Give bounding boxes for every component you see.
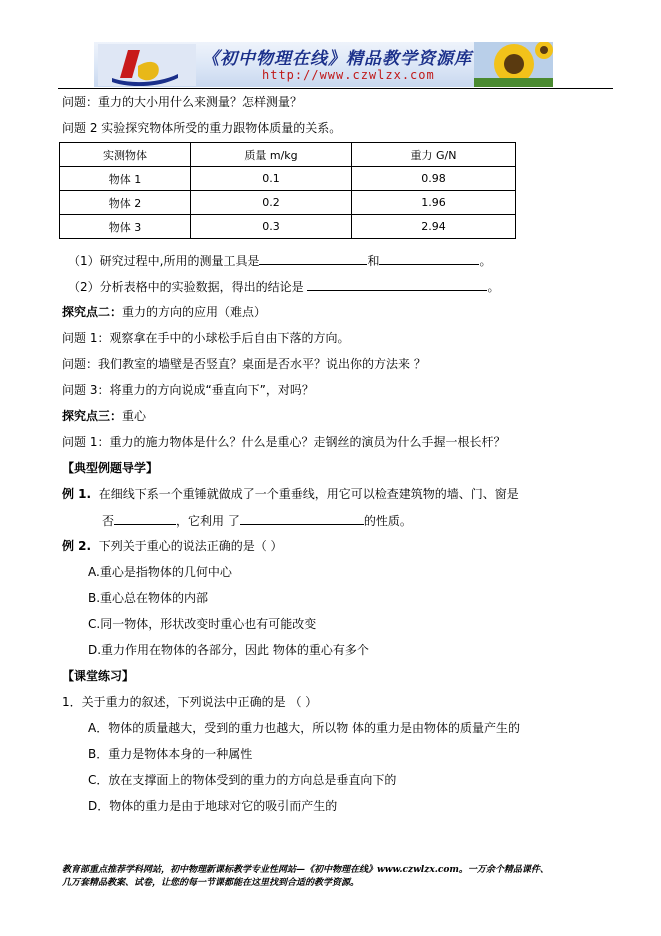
table-row xyxy=(60,167,516,191)
practice-1-option-c: C．放在支撑面上的物体受到的重力的方向总是垂直向下的 xyxy=(88,773,397,787)
banner-title: 《初中物理在线》精品教学资源库 xyxy=(202,49,472,69)
table-cell: 0.3 xyxy=(191,215,352,239)
practice-1: 1．关于重力的叙述，下列说法中正确的是 （ ） xyxy=(62,695,318,709)
table-cell: 1.96 xyxy=(352,191,516,215)
subquestion-1 xyxy=(68,252,491,269)
example-2-option-d: D.重力作用在物体的各部分，因此 物体的重心有多个 xyxy=(88,643,369,657)
table-cell: 0.98 xyxy=(352,167,516,191)
practice-1-option-b: B．重力是物体本身的一种属性 xyxy=(88,747,253,761)
footer-line-1: 教育部重点推荐学科网站，初中物理新课标教学专业性网站—《初中物理在线》www.czwlzx.com。一万余个精品课件、 xyxy=(62,865,549,875)
example-1-uses: ，它利用 了 xyxy=(176,514,240,528)
table-header: 质量 m/kg xyxy=(191,143,352,167)
point-2-question-2: 问题：我们教室的墙壁是否竖直？桌面是否水平？说出你的方法来 ？ xyxy=(62,357,426,371)
section-point-2 xyxy=(62,304,266,320)
logo-icon xyxy=(98,44,196,86)
section-point-2-label: 探究点二： xyxy=(62,305,123,319)
example-1-property: 的性质。 xyxy=(363,514,412,528)
section-point-3 xyxy=(62,408,146,424)
table-row xyxy=(60,191,516,215)
example-2-label: 例 2. xyxy=(62,539,92,553)
section-examples-heading: 【典型例题导学】 xyxy=(62,461,159,475)
subquestion-1-text: （1）研究过程中,所用的测量工具是 xyxy=(68,254,260,268)
table-header: 重力 G/N xyxy=(352,143,516,167)
sunflower-icon xyxy=(474,42,553,87)
practice-1-option-d: D．物体的重力是由于地球对它的吸引而产生的 xyxy=(88,799,338,813)
point-2-question-1: 问题 1：观察拿在手中的小球松手后自由下落的方向。 xyxy=(62,331,350,345)
point-3-question-1: 问题 1：重力的施力物体是什么？什么是重心？走钢丝的演员为什么手握一根长杆？ xyxy=(62,435,506,449)
table-cell: 物体 1 xyxy=(60,167,191,191)
example-1-fou: 否 xyxy=(102,514,115,528)
practice-1-option-a: A．物体的质量越大，受到的重力也越大，所以物 体的重力是由物体的质量产生的 xyxy=(88,721,521,735)
table-header: 实测物体 xyxy=(60,143,191,167)
example-2-option-c: C.同一物体，形状改变时重心也有可能改变 xyxy=(88,617,317,631)
subquestion-2 xyxy=(68,278,499,295)
example-1-label: 例 1. xyxy=(62,487,92,501)
banner-url[interactable]: http://www.czwlzx.com xyxy=(262,68,435,82)
example-2-option-a: A.重心是指物体的几何中心 xyxy=(88,565,232,579)
table-cell: 物体 2 xyxy=(60,191,191,215)
blank-conclusion[interactable] xyxy=(307,278,487,291)
table-header-row xyxy=(60,143,516,167)
example-2 xyxy=(62,538,283,554)
blank-tool-2[interactable] xyxy=(379,252,479,265)
example-1-text: 在细线下系一个重锤就做成了一个重垂线，用它可以检查建筑物的墙、门、窗是 xyxy=(98,487,519,501)
question-measure: 问题：重力的大小用什么来测量？怎样测量？ xyxy=(62,95,303,109)
subquestion-1-end: 。 xyxy=(479,254,492,268)
blank-example-1-b[interactable] xyxy=(240,512,364,525)
section-practice-heading: 【课堂练习】 xyxy=(62,669,135,683)
header-rule xyxy=(58,88,613,89)
section-point-2-title: 重力的方向的应用（难点） xyxy=(122,305,267,319)
section-point-3-title: 重心 xyxy=(122,409,147,423)
header-banner xyxy=(94,42,553,87)
table-cell: 物体 3 xyxy=(60,215,191,239)
subquestion-2-end: 。 xyxy=(487,280,500,294)
question-2: 问题 2 实验探究物体所受的重力跟物体质量的关系。 xyxy=(62,121,342,135)
example-1-line-2 xyxy=(102,512,412,529)
table-cell: 2.94 xyxy=(352,215,516,239)
data-table xyxy=(59,142,516,239)
example-2-text: 下列关于重心的说法正确的是（ ） xyxy=(98,539,283,553)
example-2-option-b: B.重心总在物体的内部 xyxy=(88,591,209,605)
footer-line-2: 几万套精品教案、试卷，让您的每一节课都能在这里找到合适的教学资源。 xyxy=(62,878,360,888)
point-2-question-3: 问题 3：将重力的方向说成“垂直向下”，对吗？ xyxy=(62,383,314,397)
table-cell: 0.1 xyxy=(191,167,352,191)
subquestion-1-and: 和 xyxy=(367,254,380,268)
table-row xyxy=(60,215,516,239)
subquestion-2-text: （2）分析表格中的实验数据，得出的结论是 xyxy=(68,280,304,294)
section-point-3-label: 探究点三： xyxy=(62,409,123,423)
example-1 xyxy=(62,486,519,502)
blank-example-1-a[interactable] xyxy=(114,512,176,525)
table-cell: 0.2 xyxy=(191,191,352,215)
blank-tool-1[interactable] xyxy=(259,252,367,265)
